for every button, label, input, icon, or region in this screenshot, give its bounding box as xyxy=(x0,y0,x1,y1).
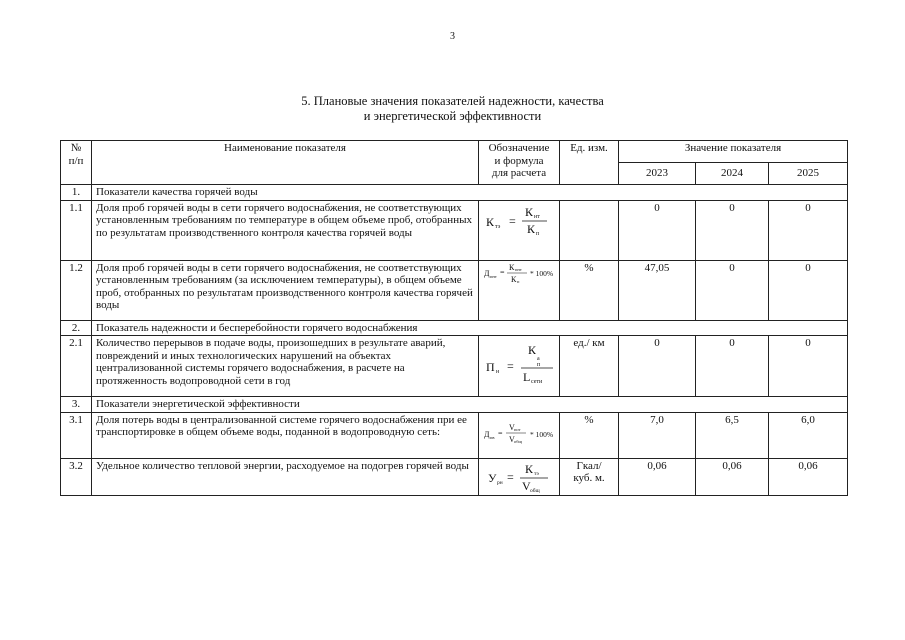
row-value-2023: 0 xyxy=(619,336,696,397)
row-value-2025: 0 xyxy=(769,260,848,320)
formula-lhs: Д xyxy=(484,429,490,439)
formula-dpnt xyxy=(483,262,559,288)
formula-den: V xyxy=(509,434,515,444)
row-name: Количество перерывов в подаче воды, произошедших в результате аварий, повреждений и иных технологических нарушений на объектах централизованной системы горячего водоснабжения, в расчете на протяженность водопроводной сети в год xyxy=(92,336,479,397)
formula-num-sub: нт xyxy=(534,213,540,220)
formula-num-sub2: п xyxy=(537,362,541,369)
formula-den: К xyxy=(527,221,536,236)
header-formula: Обозначение и формула для расчета xyxy=(479,141,560,185)
row-num: 1.2 xyxy=(61,260,92,320)
formula-eq: = xyxy=(500,267,505,277)
header-year-2025: 2025 xyxy=(769,163,848,185)
formula-den: К xyxy=(511,274,517,284)
row-formula xyxy=(479,200,560,260)
formula-den-sub: сети xyxy=(531,379,543,386)
formula-eq: = xyxy=(507,469,514,484)
header-year-2023: 2023 xyxy=(619,163,696,185)
formula-num-sub: пот xyxy=(514,426,521,432)
formula-den: V xyxy=(522,478,531,493)
row-value-2023: 7,0 xyxy=(619,412,696,458)
row-num: 3.2 xyxy=(61,458,92,495)
row-value-2024: 0 xyxy=(696,260,769,320)
row-value-2023: 47,05 xyxy=(619,260,696,320)
formula-dpv xyxy=(483,414,559,448)
formula-eq: = xyxy=(498,428,503,438)
header-values: Значение показателя xyxy=(619,141,848,163)
section-title: Показатели энергетической эффективности xyxy=(92,397,848,413)
row-name: Доля проб горячей воды в сети горячего водоснабжения, не соответствующих установленным требованиям (за исключением температуры), в общем объеме проб, отобранных по результатам производственного контроля качества горячей воды xyxy=(92,260,479,320)
header-num: № п/п xyxy=(61,141,92,185)
formula-num: V xyxy=(509,422,515,432)
formula-lhs: К xyxy=(486,214,495,229)
table-row xyxy=(61,200,848,260)
formula-num-sub: тэ xyxy=(534,470,539,477)
formula-num: К xyxy=(525,204,534,219)
formula-lhs-sub: тэ xyxy=(495,223,501,230)
section-title: Показатель надежности и бесперебойности горячего водоснабжения xyxy=(92,320,848,336)
row-formula xyxy=(479,458,560,495)
row-value-2024: 0,06 xyxy=(696,458,769,495)
table-row xyxy=(61,458,848,495)
document-title xyxy=(0,94,905,124)
row-value-2024: 0 xyxy=(696,336,769,397)
table-row xyxy=(61,336,848,397)
formula-suffix: * 100% xyxy=(530,429,554,439)
formula-suffix: * 100% xyxy=(530,268,554,278)
row-value-2024: 0 xyxy=(696,200,769,260)
section-row xyxy=(61,397,848,413)
formula-eq: = xyxy=(507,359,514,374)
row-formula xyxy=(479,260,560,320)
formula-den-sub: п xyxy=(536,230,540,237)
row-unit: Гкал/ куб. м. xyxy=(560,458,619,495)
row-unit: ед./ км xyxy=(560,336,619,397)
formula-num-sub: а xyxy=(537,356,540,363)
formula-lhs: П xyxy=(486,360,495,375)
formula-num: К xyxy=(509,262,515,272)
formula-den-sub: общ xyxy=(514,438,523,444)
formula-eq: = xyxy=(509,213,516,228)
title-line-2: и энергетической эффективности xyxy=(363,109,542,123)
page-number: 3 xyxy=(450,31,455,42)
row-name: Удельное количество тепловой энергии, расходуемое на подогрев горячей воды xyxy=(92,458,479,495)
row-num: 1.1 xyxy=(61,200,92,260)
row-num: 2.1 xyxy=(61,336,92,397)
row-formula xyxy=(479,336,560,397)
formula-lhs: Д xyxy=(484,268,490,278)
row-value-2025: 0,06 xyxy=(769,458,848,495)
section-num: 1. xyxy=(61,185,92,201)
formula-den-sub: п xyxy=(517,278,520,284)
formula-lhs-sub: пв xyxy=(490,434,495,440)
table-header-row xyxy=(61,141,848,163)
formula-pn xyxy=(483,337,557,385)
formula-num-sub: пнт xyxy=(515,266,522,272)
formula-urn xyxy=(483,460,557,494)
formula-lhs-sub: рн xyxy=(497,479,503,486)
row-value-2025: 0 xyxy=(769,336,848,397)
row-value-2023: 0 xyxy=(619,200,696,260)
formula-den-sub: общ xyxy=(530,487,540,494)
formula-num: К xyxy=(525,461,534,476)
row-unit: % xyxy=(560,412,619,458)
indicators-table xyxy=(60,140,848,496)
table-row xyxy=(61,260,848,320)
row-value-2023: 0,06 xyxy=(619,458,696,495)
formula-lhs: У xyxy=(488,470,497,485)
row-num: 3.1 xyxy=(61,412,92,458)
row-formula xyxy=(479,412,560,458)
row-name: Доля потерь воды в централизованной системе горячего водоснабжения при ее транспортировке в общем объеме воды, поданной в водопроводную сеть: xyxy=(92,412,479,458)
section-num: 2. xyxy=(61,320,92,336)
section-row xyxy=(61,320,848,336)
formula-num: К xyxy=(528,343,537,358)
header-unit: Ед. изм. xyxy=(560,141,619,185)
title-line-1: 5. Плановые значения показателей надежности, качества xyxy=(301,94,604,108)
section-row xyxy=(61,185,848,201)
row-unit xyxy=(560,200,619,260)
formula-lhs-sub: н xyxy=(496,369,500,376)
table-row xyxy=(61,412,848,458)
row-unit: % xyxy=(560,260,619,320)
section-title: Показатели качества горячей воды xyxy=(92,185,848,201)
row-name: Доля проб горячей воды в сети горячего водоснабжения, не соответствующих установленным требованиям по температуре в общем объеме проб, отобранных по результатам производственного контроля качества горячей воды xyxy=(92,200,479,260)
section-num: 3. xyxy=(61,397,92,413)
formula-den: L xyxy=(523,370,531,385)
row-value-2025: 0 xyxy=(769,200,848,260)
header-year-2024: 2024 xyxy=(696,163,769,185)
header-name: Наименование показателя xyxy=(92,141,479,185)
formula-kte xyxy=(483,202,557,238)
row-value-2025: 6,0 xyxy=(769,412,848,458)
row-value-2024: 6,5 xyxy=(696,412,769,458)
formula-lhs-sub: пнт xyxy=(490,273,497,279)
